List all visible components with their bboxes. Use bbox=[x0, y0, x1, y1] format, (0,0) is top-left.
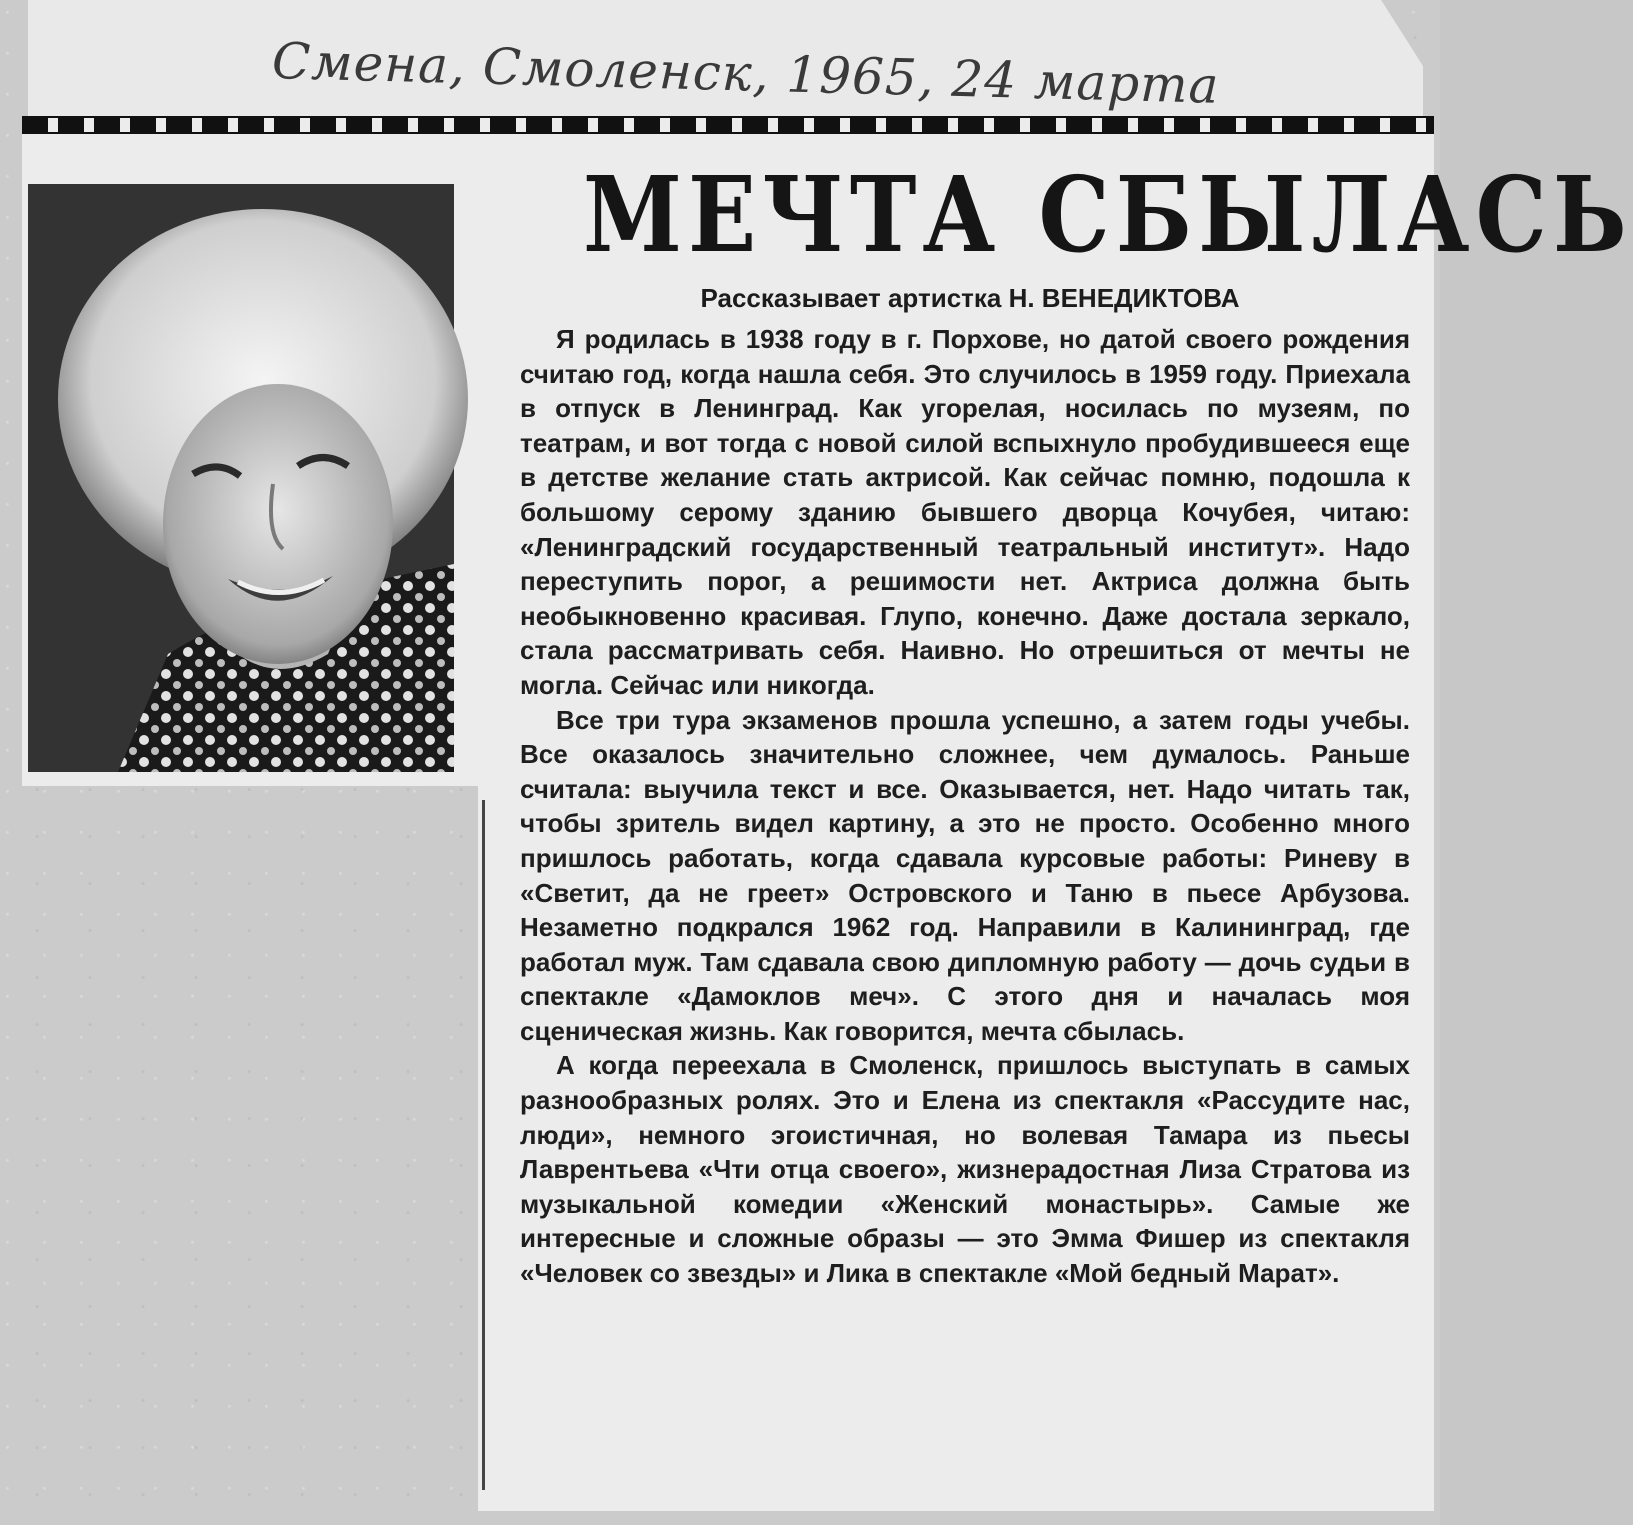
dashed-rule bbox=[22, 116, 1434, 134]
article-paragraph: А когда переехала в Смоленск, пришлось выступать в самых разнообразных ролях. Это и Елена из спектакля «Рассудите нас, люди», немного эгоистичная, но волевая Тамара из пьесы Лаврентьева «Чти отца своего», жизнерадостная Лиза Стратова из музыкальной комедии «Женский монастырь». Самые же интересные и сложные образы — это Эмма Фишер из спектакля «Человек со звезды» и Лика в спектакле «Мой бедный Марат». bbox=[520, 1050, 1410, 1289]
portrait-photo-image bbox=[28, 184, 454, 772]
column-rule bbox=[482, 800, 485, 1490]
byline: Рассказывает артистка Н. ВЕНЕДИКТОВА bbox=[700, 283, 1240, 313]
portrait-photo bbox=[28, 184, 454, 772]
article-paragraph: Все три тура экзаменов прошла успешно, а затем годы учебы. Все оказалось значительно сложнее, чем думалось. Раньше считала: выучила текст и все. Оказывается, нет. Надо читать так, чтобы зритель видел картину, а это не просто. Особенно много пришлось работать, когда сдавала курсовые работы: Риневу в «Светит, да не греет» Островского и Таню в пьесе Арбузова. Незаметно подкрался 1962 год. Направили в Калининград, где работал муж. Там сдавала свою дипломную работу — дочь судьи в спектакле «Дамоклов меч». С этого дня и началась моя сценическая жизнь. Как говорится, мечта сбылась. bbox=[520, 704, 1410, 1046]
handwritten-note: Смена, Смоленск, 1965, 24 марта bbox=[271, 32, 1221, 115]
article-body bbox=[520, 322, 1410, 1291]
article-paragraph: Я родилась в 1938 году в г. Порхове, но датой своего рождения считаю год, когда нашла себя. Это случилось в 1959 году. Приехала в отпуск в Ленинград. Как угорелая, носилась по музеям, по театрам, и вот тогда с новой силой вспыхнуло пробудившееся еще в детстве желание стать актрисой. Как сейчас помню, подошла к большому серому зданию бывшего дворца Кочубея, читаю: «Ленинградский государственный театральный институт». Надо переступить порог, а решимости нет. Актриса должна быть необыкновенно красивая. Глупо, конечно. Даже достала зеркало, стала рассматривать себя. Наивно. Но отрешиться от мечты не могла. Сейчас или никогда. bbox=[520, 324, 1410, 700]
headline: МЕЧТА СБЫЛАСЬ bbox=[583, 153, 1633, 276]
